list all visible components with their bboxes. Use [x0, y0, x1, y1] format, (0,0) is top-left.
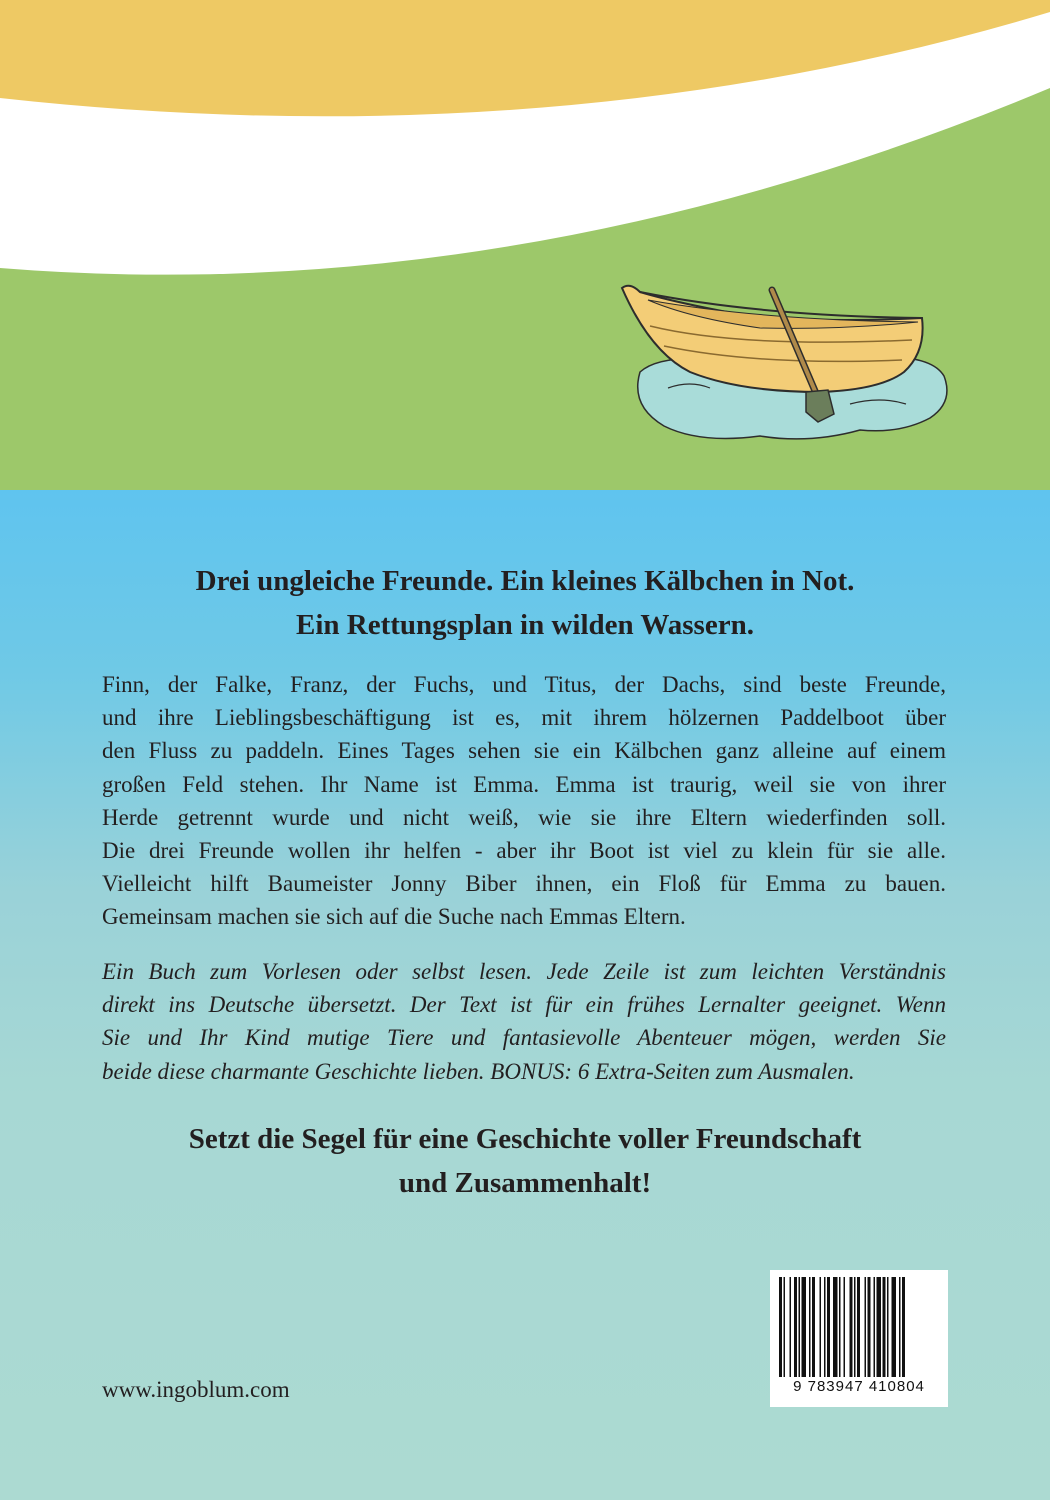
barcode-bar [833, 1277, 838, 1377]
barcode-bar [839, 1277, 841, 1377]
cover-illustration [0, 0, 1050, 490]
tagline-line: und Zusammenhalt! [398, 1167, 652, 1199]
description-line: Die drei Freunde wollen ihr helfen - aber ihr Boot ist viel zu klein für sie alle. [102, 838, 946, 864]
barcode-bar [802, 1277, 807, 1377]
barcode-bar [799, 1277, 801, 1377]
website-url[interactable]: www.ingoblum.com [102, 1377, 290, 1402]
barcode-bar [844, 1277, 846, 1377]
barcode-bar [794, 1277, 797, 1377]
barcode-bar [902, 1277, 905, 1377]
barcode-bar [827, 1277, 830, 1377]
info-line: beide diese charmante Geschichte lieben. BONUS: 6 Extra-Seiten zum Ausmalen. [102, 1058, 855, 1084]
barcode-bar [887, 1277, 889, 1377]
barcode-digits: 9 783947 410804 [793, 1378, 925, 1395]
barcode-bar [784, 1277, 786, 1377]
barcode-bar [824, 1277, 826, 1377]
barcode-bar [854, 1277, 856, 1377]
tagline-bottom [0, 1117, 1050, 1205]
barcode-bar [850, 1277, 853, 1377]
tagline-line: Setzt die Segel für eine Geschichte voller Freundschaft [188, 1123, 862, 1155]
description-line: Gemeinsam machen sie sich auf die Suche nach Emmas Eltern. [102, 904, 686, 930]
info-line: Sie und Ihr Kind mutige Tiere und fantasievolle Abenteuer mögen, werden Sie [102, 1025, 946, 1051]
barcode-bar [899, 1277, 901, 1377]
description-line: und ihre Lieblingsbeschäftigung ist es, mit ihrem hölzernen Paddelboot über [102, 705, 946, 731]
barcode-bar [883, 1277, 886, 1377]
barcode-bars [779, 1277, 939, 1377]
barcode-bar [790, 1277, 792, 1377]
isbn-barcode [770, 1270, 948, 1407]
info-line: Ein Buch zum Vorlesen oder selbst lesen. Jede Zeile ist zum leichten Verständnis [102, 959, 946, 984]
description-line: großen Feld stehen. Ihr Name ist Emma. Emma ist traurig, weil sie von ihrer [102, 771, 946, 797]
barcode-bar [779, 1277, 782, 1377]
tagline-line: Ein Rettungsplan in wilden Wassern. [296, 609, 754, 641]
description-paragraph [102, 668, 946, 934]
barcode-bar [809, 1277, 811, 1377]
description-line: Finn, der Falke, Franz, der Fuchs, und Titus, der Dachs, sind beste Freunde, [102, 672, 946, 697]
barcode-bar [820, 1277, 822, 1377]
barcode-bar [868, 1277, 871, 1377]
description-line: Vielleicht hilft Baumeister Jonny Biber ihnen, ein Floß für Emma zu bauen. [102, 871, 946, 897]
barcode-bar [865, 1277, 867, 1377]
barcode-bar [874, 1277, 876, 1377]
info-paragraph [102, 955, 946, 1088]
description-line: Herde getrennt wurde und nicht weiß, wie sie ihre Eltern wiederfinden soll. [102, 804, 946, 830]
barcode-bar [857, 1277, 860, 1377]
barcode-bar [877, 1277, 882, 1377]
barcode-bar [892, 1277, 897, 1377]
barcode-bar [812, 1277, 815, 1377]
tagline-line: Drei ungleiche Freunde. Ein kleines Kälbchen in Not. [195, 565, 855, 597]
tagline-top [0, 559, 1050, 647]
description-line: den Fluss zu paddeln. Eines Tages sehen sie ein Kälbchen ganz alleine auf einem [102, 738, 946, 764]
info-line: direkt ins Deutsche übersetzt. Der Text ist für ein frühes Lernalter geeignet. Wenn [102, 992, 946, 1018]
